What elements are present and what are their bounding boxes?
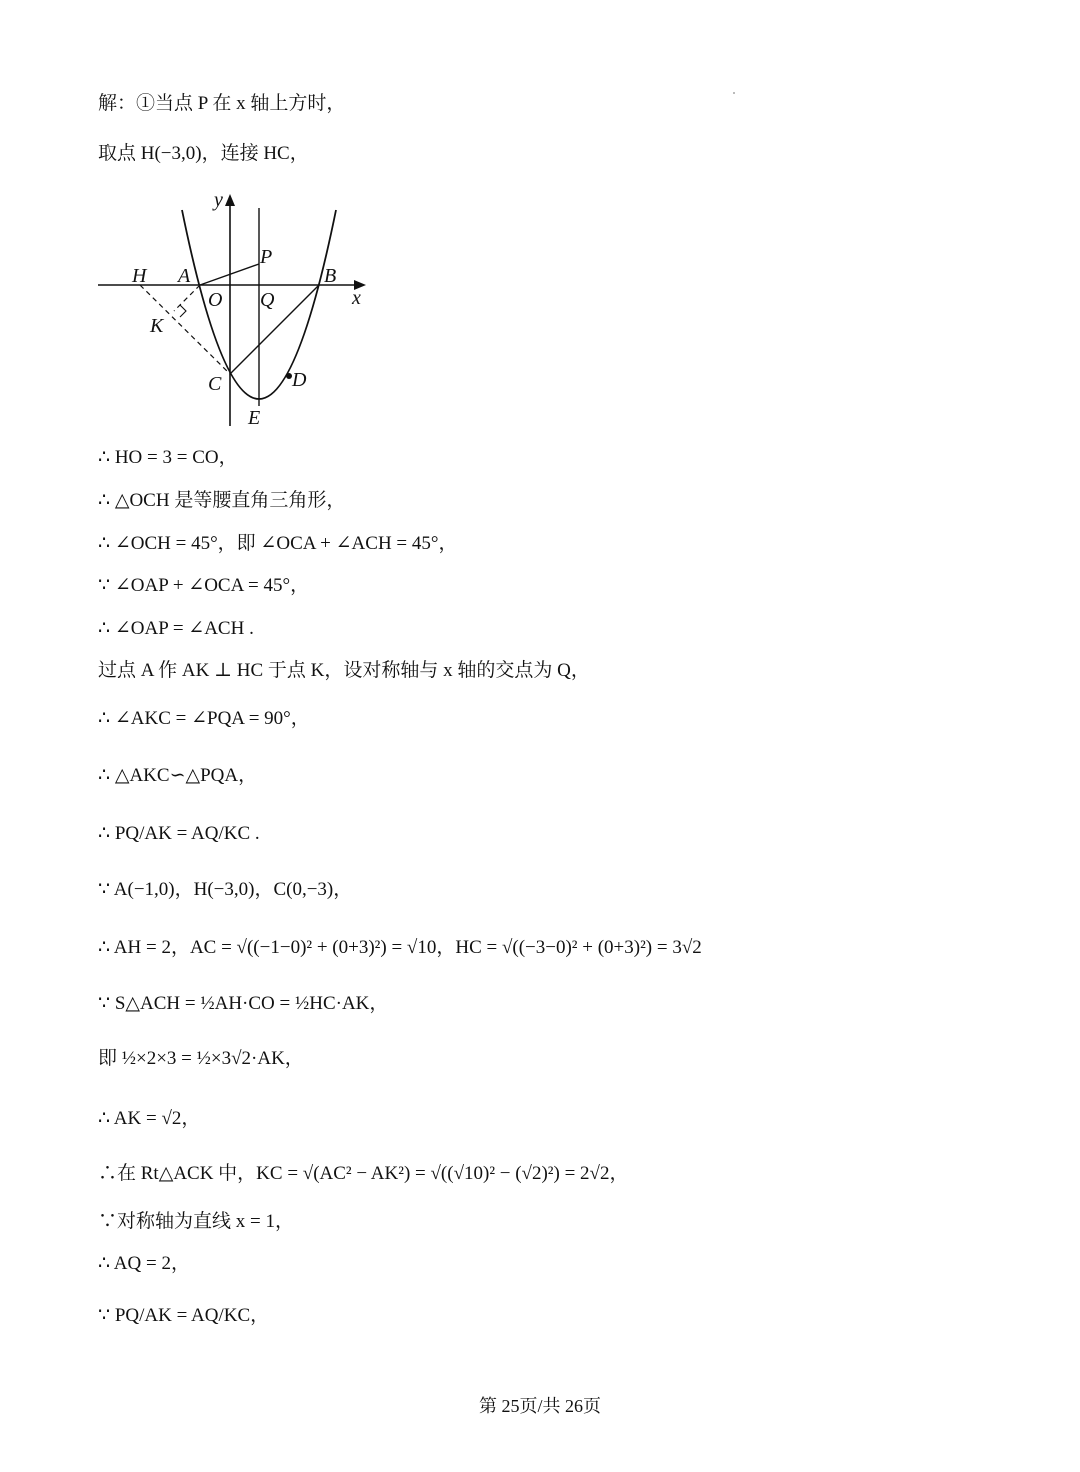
solution-line: 取点 H(−3,0)，连接 HC， xyxy=(98,143,309,164)
solution-line: ∵ PQ/AK = AQ/KC， xyxy=(98,1305,270,1326)
page-footer: 第 25页/共 26页 xyxy=(478,1396,601,1416)
right-angle-mark xyxy=(180,305,186,317)
solution-line: ∴ PQ/AK = AQ/KC . xyxy=(98,823,260,844)
parabola-figure xyxy=(94,188,384,438)
solution-line: ∴ ∠AKC = ∠PQA = 90°， xyxy=(98,708,310,729)
solution-line: ∴ AK = √2， xyxy=(98,1108,201,1129)
label-Q: Q xyxy=(260,289,275,311)
label-x: x xyxy=(352,287,361,309)
solution-line: ∵ S△ACH = ½AH·CO = ½HC·AK， xyxy=(98,993,389,1014)
solution-line: ∵ A(−1,0)，H(−3,0)，C(0,−3)， xyxy=(98,879,353,900)
solution-line: ∵对称轴为直线 x = 1， xyxy=(98,1211,294,1232)
label-y: y xyxy=(214,189,223,211)
solution-line: ∴在 Rt△ACK 中，KC = √(AC² − AK²) = √((√10)² − (√2)²) = 2√2， xyxy=(98,1163,629,1184)
solution-line: 解：①当点 P 在 x 轴上方时， xyxy=(98,93,346,114)
label-O: O xyxy=(208,289,223,311)
solution-line: ∴ AH = 2，AC = √((−1−0)² + (0+3)²) = √10，HC = √((−3−0)² + (0+3)²) = 3√2 xyxy=(98,937,702,958)
solution-line: ∴ ∠OAP = ∠ACH . xyxy=(98,618,254,639)
label-K: K xyxy=(150,315,164,337)
label-H: H xyxy=(132,265,147,287)
label-P: P xyxy=(260,246,273,268)
label-D: D xyxy=(292,369,307,391)
y-axis-arrow xyxy=(225,194,235,206)
solution-line: 即 ½×2×3 = ½×3√2·AK， xyxy=(98,1048,304,1069)
solution-line: 过点 A 作 AK ⊥ HC 于点 K，设对称轴与 x 轴的交点为 Q， xyxy=(98,660,590,681)
solution-line: ∴ ∠OCH = 45°，即 ∠OCA + ∠ACH = 45°， xyxy=(98,533,458,554)
speck xyxy=(733,92,735,94)
label-A: A xyxy=(178,265,191,287)
label-C: C xyxy=(208,373,222,395)
label-B: B xyxy=(324,265,337,287)
solution-line: ∴ HO = 3 = CO， xyxy=(98,447,238,468)
label-E: E xyxy=(248,407,261,429)
solution-line: ∵ ∠OAP + ∠OCA = 45°， xyxy=(98,575,310,596)
solution-line: ∴ AQ = 2， xyxy=(98,1253,190,1274)
segment-AK xyxy=(174,285,200,311)
solution-line: ∴ △OCH 是等腰直角三角形， xyxy=(98,490,346,511)
solution-line: ∴ △AKC∽△PQA， xyxy=(98,765,258,786)
